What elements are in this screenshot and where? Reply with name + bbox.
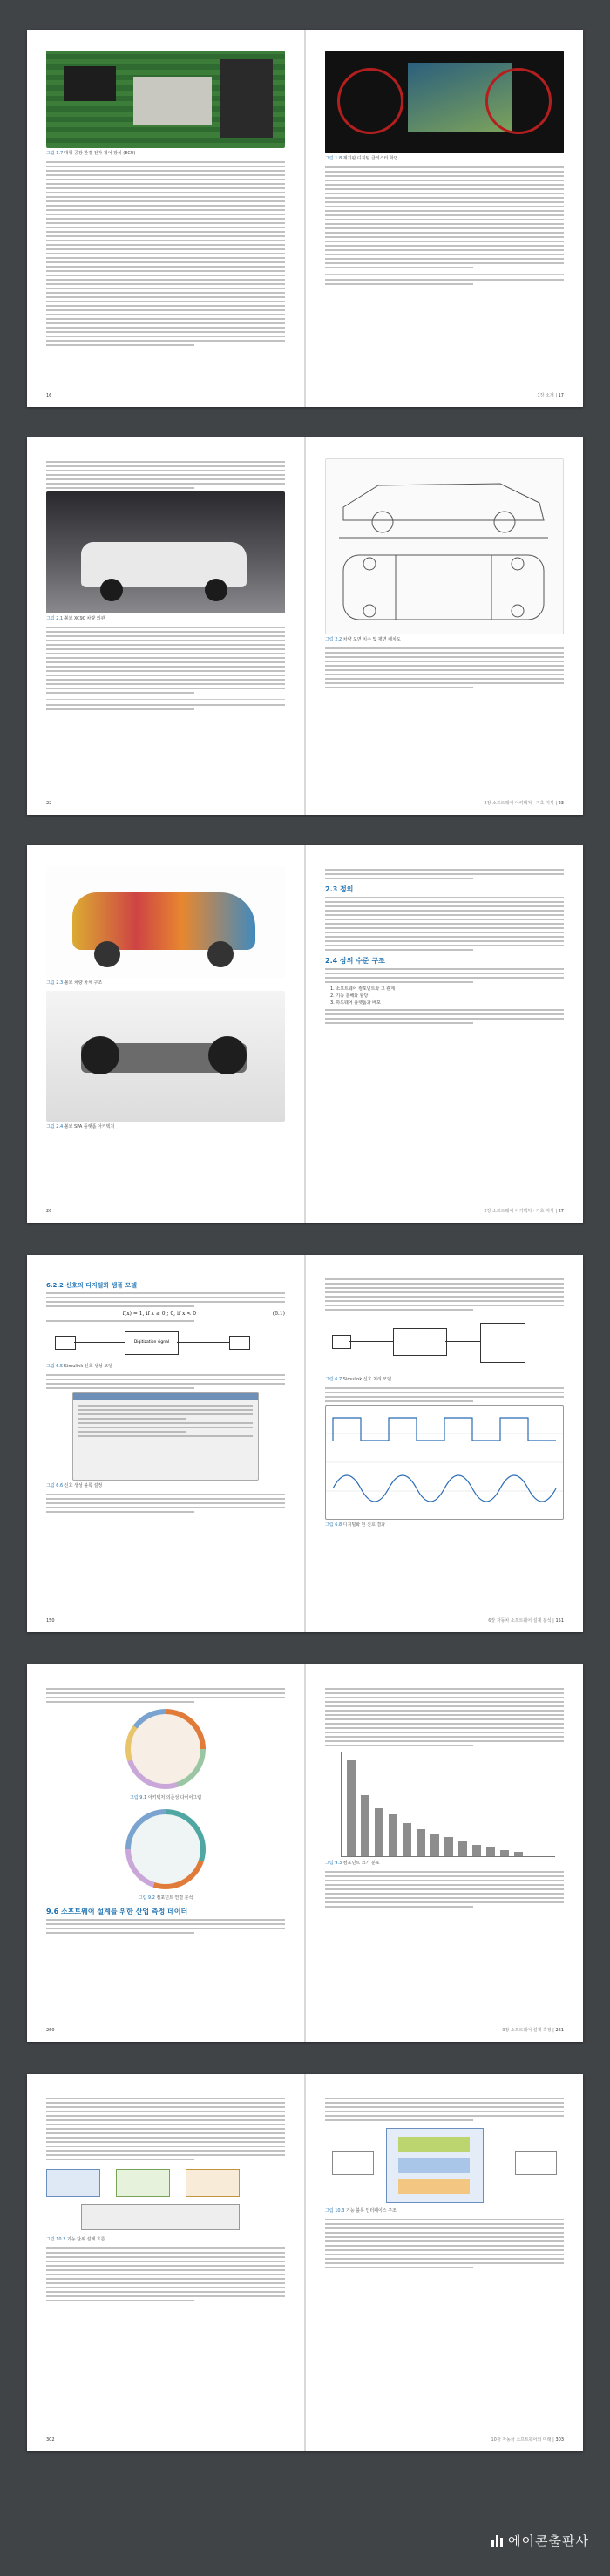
figure-caption: 그림 2.1 볼보 XC90 차량 외관 [46, 616, 105, 621]
platform-chassis-photo [46, 991, 285, 1122]
body-text [325, 968, 564, 983]
figure-caption: 그림 2.3 볼보 차량 차체 구조 [46, 980, 103, 986]
page-26 [27, 845, 304, 1223]
page-261 [306, 1664, 583, 2042]
spread-6 [27, 2074, 583, 2451]
page-302 [27, 2074, 304, 2451]
section-heading: 9.6 소프트웨어 설계를 위한 산업 측정 데이터 [46, 1908, 188, 1915]
figure-caption: 그림 6.5 Simulink 신호 생성 모델 [46, 1364, 112, 1369]
spread-4 [27, 1255, 583, 1632]
figure-caption: 그림 2.2 차량 도면 치수 및 평면 배치도 [325, 637, 401, 642]
body-text [46, 461, 285, 489]
chart-bar [444, 1837, 453, 1856]
chart-bar [375, 1808, 383, 1856]
chart-bar [361, 1795, 369, 1856]
body-text [325, 1009, 564, 1024]
page-17 [306, 30, 583, 407]
simulink-processing-diagram [325, 1316, 564, 1372]
body-text [46, 1374, 285, 1389]
chord-diagram-2 [46, 1806, 285, 1893]
body-text [325, 2219, 564, 2268]
page-23 [306, 437, 583, 815]
car-body-structure-photo [46, 866, 285, 978]
list-item: 2. 기능 분해와 할당 [330, 993, 369, 999]
body-text [46, 2098, 285, 2160]
chart-bar [472, 1845, 481, 1856]
list-item: 3. 하드웨어 플랫폼과 배포 [330, 1000, 381, 1006]
page-27 [306, 845, 583, 1223]
body-text [325, 1278, 564, 1311]
body-text [46, 627, 285, 694]
page-number: 22 [46, 801, 52, 806]
scope-output-plot [325, 1405, 564, 1520]
chart-bar [486, 1847, 495, 1856]
section-heading: 2.4 상위 수준 구조 [325, 957, 385, 965]
footnote [325, 274, 564, 285]
page-footer: 2장 소프트웨어 아키텍처 · 기초 지식 | 27 [484, 1209, 564, 1214]
body-text [46, 1688, 285, 1703]
simulink-block-diagram [46, 1325, 285, 1360]
figure-caption: 그림 10.3 기능 블록 인터페이스 구조 [325, 2208, 396, 2213]
page-number: 150 [46, 1618, 55, 1624]
body-text [46, 1919, 285, 1934]
body-text [325, 647, 564, 688]
function-block-diagram [325, 2125, 564, 2205]
chart-bar [514, 1852, 523, 1856]
block-parameters-dialog [72, 1392, 259, 1481]
chart-bar [417, 1829, 425, 1856]
blueprint-svg [326, 459, 563, 634]
body-text [325, 869, 564, 879]
body-text [325, 897, 564, 951]
figure-caption: 그림 6.8 디지털화 된 신호 결과 [325, 1522, 386, 1528]
page-16 [27, 30, 304, 407]
body-text [46, 1320, 285, 1322]
chart-bar [347, 1760, 356, 1856]
page-footer: 10장 자동차 소프트웨어의 미래 | 303 [491, 2437, 564, 2443]
page-303 [306, 2074, 583, 2451]
page-260 [27, 1664, 304, 2042]
figure-caption: 그림 9.3 컴포넌트 크기 분포 [325, 1861, 380, 1866]
waveform-svg [326, 1406, 563, 1519]
publisher-name: 에이콘출판사 [508, 2533, 589, 2549]
page-22 [27, 437, 304, 815]
figure-caption: 그림 6.7 Simulink 신호 처리 모델 [325, 1377, 391, 1382]
section-heading: 6.2.2 신호의 디지털화 샘플 모델 [46, 1282, 138, 1289]
design-flow-diagram [46, 2164, 285, 2234]
spread-2 [27, 437, 583, 815]
chart-bar [458, 1841, 467, 1856]
chart-bar [389, 1814, 397, 1856]
page-number: 16 [46, 393, 52, 398]
equation: f(x) = 1, if x ≥ 0 ; 0, if x < 0 (6.1) [122, 1311, 285, 1317]
publisher-logo [491, 2532, 589, 2550]
body-text [46, 1494, 285, 1513]
body-text [325, 1871, 564, 1908]
figure-caption: 그림 1.8 계기판 디지털 클러스터 화면 [325, 156, 398, 161]
page-number: 26 [46, 1209, 52, 1214]
chart-bar [500, 1850, 509, 1856]
page-footer: 6장 자동차 소프트웨어 설계 분석 | 151 [488, 1618, 564, 1624]
figure-caption: 그림 9.1 아키텍처 의존성 다이어그램 [130, 1795, 201, 1800]
spread-3 [27, 845, 583, 1223]
chart-bar [403, 1823, 411, 1856]
spread-5 [27, 1664, 583, 2042]
spread-1 [27, 30, 583, 407]
body-text [46, 1292, 285, 1307]
dashboard-photo [325, 51, 564, 153]
digitization-block: Digitization signal [125, 1331, 179, 1355]
page-150 [27, 1255, 304, 1632]
page-number: 260 [46, 2028, 55, 2033]
chart-bar [430, 1834, 439, 1856]
figure-caption: 그림 1.7 대형 공장 환경 전자 제어 장치 (ECU) [46, 151, 136, 156]
body-text [325, 1387, 564, 1402]
figure-caption: 그림 10.2 기능 단위 설계 흐름 [46, 2237, 105, 2242]
figure-caption: 그림 9.2 컴포넌트 연결 분석 [138, 1895, 193, 1901]
page-151 [306, 1255, 583, 1632]
chord-diagram-1 [46, 1705, 285, 1793]
footnote [46, 699, 285, 710]
ecu-board-photo [46, 51, 285, 148]
body-text [325, 1688, 564, 1746]
page-footer: 9장 소프트웨어 설계 측정 | 261 [502, 2028, 564, 2033]
suv-photo [46, 491, 285, 613]
section-heading: 2.3 정의 [325, 885, 354, 893]
body-text [46, 161, 285, 346]
page-footer: 2장 소프트웨어 아키텍처 · 기초 지식 | 23 [484, 801, 564, 806]
figure-caption: 그림 2.4 볼보 SPA 플랫폼 아키텍처 [46, 1124, 115, 1129]
bar-chart [341, 1752, 555, 1857]
body-text [325, 2098, 564, 2121]
figure-caption: 그림 6.6 신호 생성 블록 설정 [46, 1483, 103, 1488]
body-text [46, 2247, 285, 2301]
page-number: 302 [46, 2437, 55, 2443]
list-item: 1. 소프트웨어 컴포넌트와 그 관계 [330, 986, 395, 992]
page-footer: 1장 소개 | 17 [537, 393, 564, 398]
car-blueprint-drawing [325, 458, 564, 634]
numbered-list [330, 986, 564, 1007]
publisher-mark-icon [491, 2535, 503, 2547]
body-text [325, 166, 564, 268]
